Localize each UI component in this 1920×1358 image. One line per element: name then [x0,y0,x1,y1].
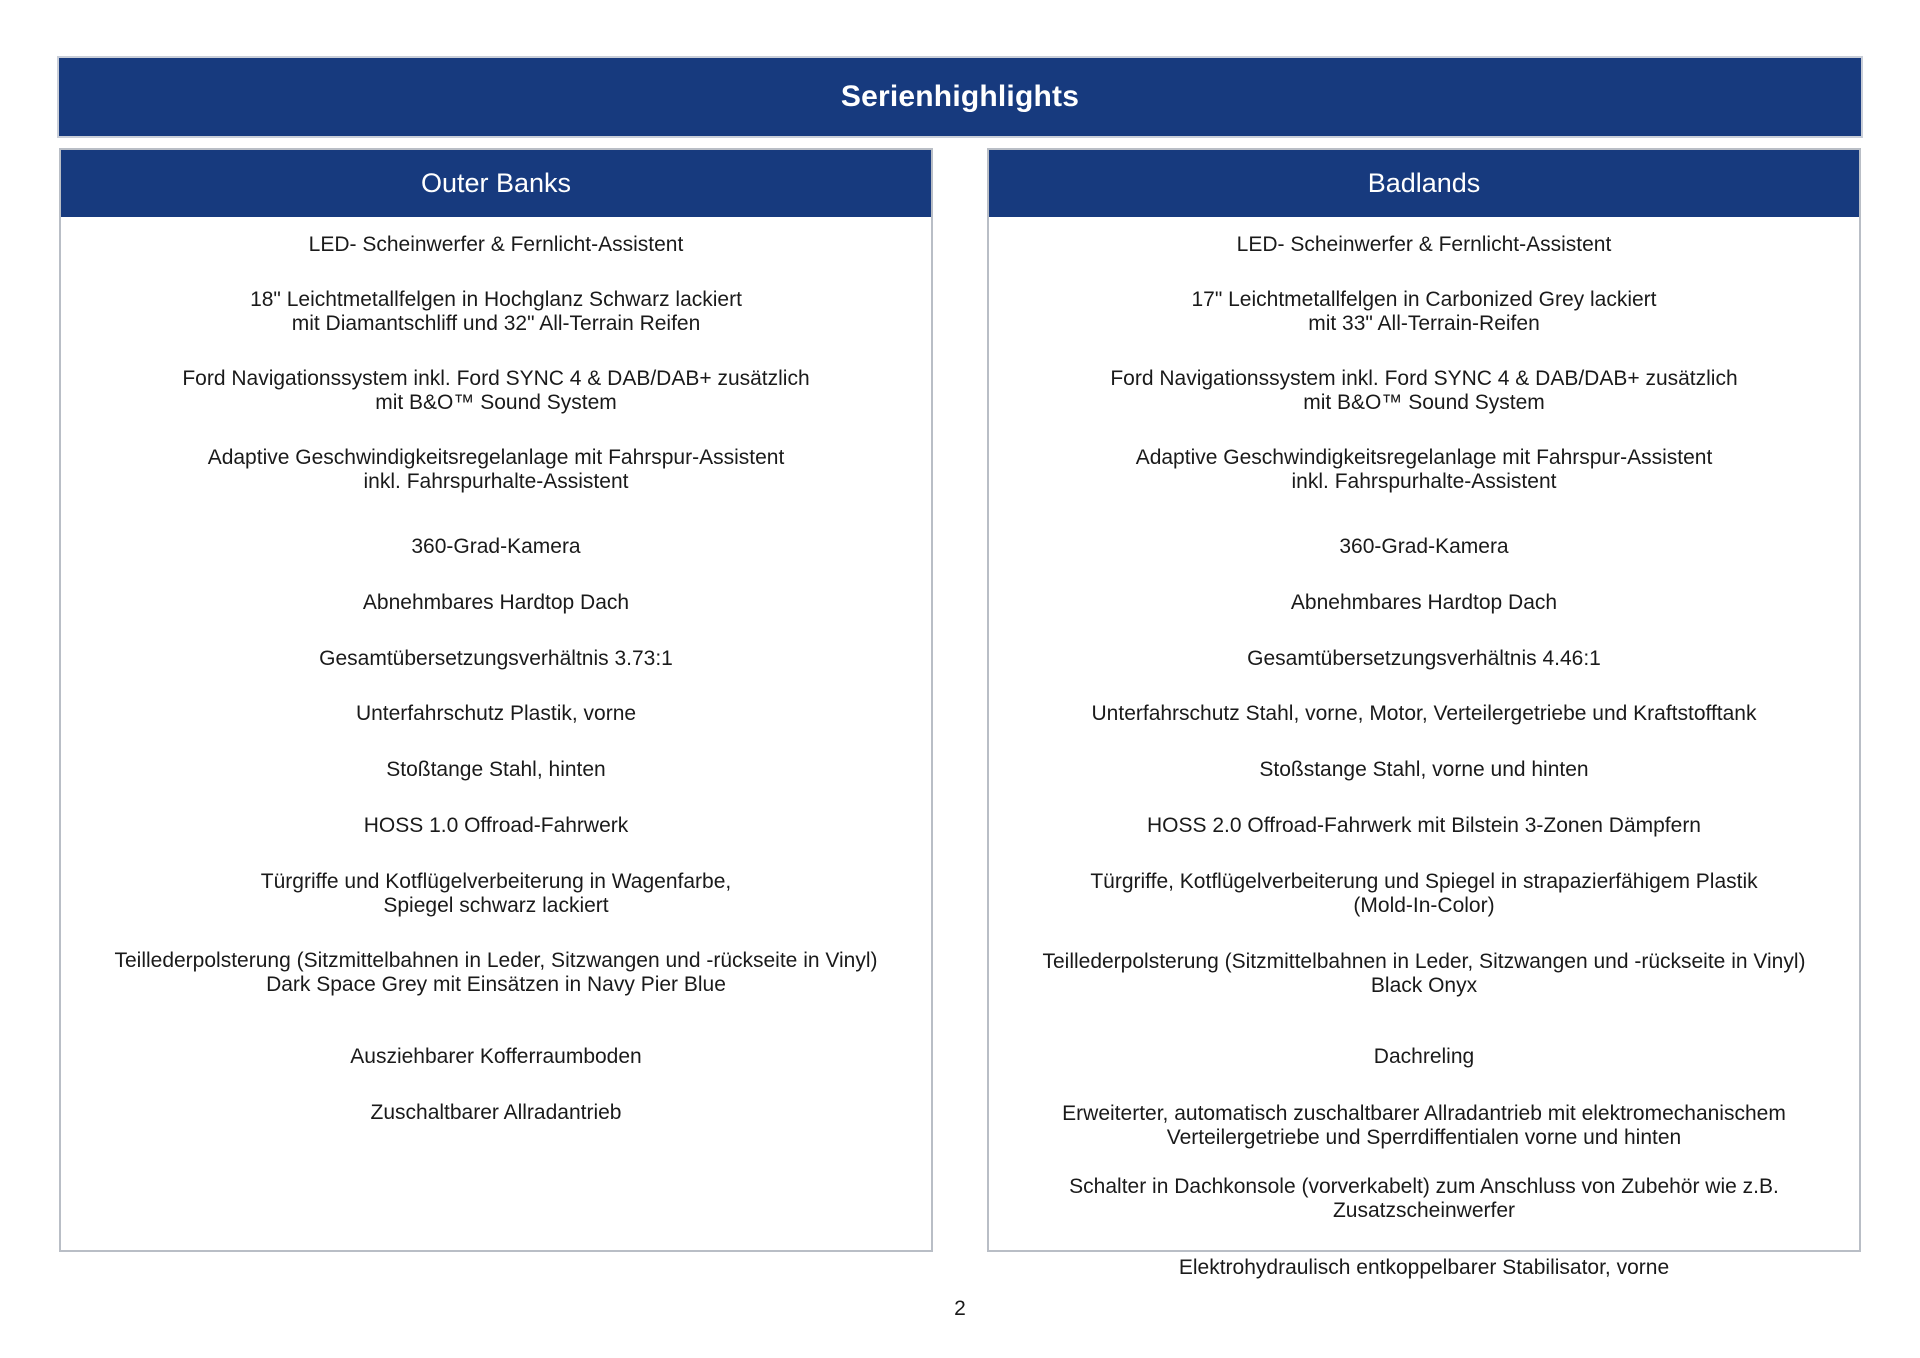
feature-item [989,1256,1859,1280]
feature-text: LED- Scheinwerfer & Fernlicht-Assistent [1236,233,1612,256]
feature-text: inkl. Fahrspurhalte-Assistent [363,470,629,493]
feature-item [61,367,931,415]
feature-text: Gesamtübersetzungsverhältnis 4.46:1 [1247,647,1601,670]
feature-item [989,1102,1859,1150]
feature-text: Gesamtübersetzungsverhältnis 3.73:1 [319,647,673,670]
feature-text: Verteilergetriebe und Sperrdiffentialen vorne und hinten [1166,1126,1682,1149]
feature-item [61,870,931,918]
feature-item [989,702,1859,726]
feature-item [61,1101,931,1125]
feature-item [61,446,931,494]
feature-item [989,367,1859,415]
feature-text: Black Onyx [1370,974,1478,997]
feature-text: 17" Leichtmetallfelgen in Carbonized Grey lackiert [1191,288,1657,311]
feature-text: Schalter in Dachkonsole (vorverkabelt) zum Anschluss von Zubehör wie z.B. [1069,1175,1779,1198]
feature-item [61,535,931,559]
feature-text: 18" Leichtmetallfelgen in Hochglanz Schwarz lackiert [250,288,742,311]
feature-text: LED- Scheinwerfer & Fernlicht-Assistent [308,233,684,256]
feature-item [989,591,1859,615]
feature-text: Ford Navigationssystem inkl. Ford SYNC 4 & DAB/DAB+ zusätzlich [182,367,810,390]
feature-text: mit 33" All-Terrain-Reifen [1308,312,1540,335]
feature-text: Zuschaltbarer Allradantrieb [370,1101,622,1124]
feature-item [989,647,1859,671]
feature-text: Türgriffe, Kotflügelverbeiterung und Spiegel in strapazierfähigem Plastik [1090,870,1758,893]
feature-text: Stoßstange Stahl, vorne und hinten [1259,758,1589,781]
feature-text: Türgriffe und Kotflügelverbeiterung in Wagenfarbe, [260,870,732,893]
feature-item [989,758,1859,782]
feature-text: mit B&O™ Sound System [1303,391,1545,414]
feature-item [989,446,1859,494]
feature-text: Abnehmbares Hardtop Dach [1290,591,1558,614]
badlands-heading: Badlands [989,150,1859,217]
feature-text: Adaptive Geschwindigkeitsregelanlage mit Fahrspur-Assistent [1135,446,1713,469]
feature-text: 360-Grad-Kamera [1339,535,1509,558]
feature-text: Teillederpolsterung (Sitzmittelbahnen in Leder, Sitzwangen und -rückseite in Vinyl) [1042,950,1806,973]
outer-banks-panel [59,148,933,1252]
feature-item [989,1045,1859,1069]
feature-text: Spiegel schwarz lackiert [383,894,609,917]
feature-item [61,1045,931,1069]
feature-item [61,702,931,726]
outer-banks-heading: Outer Banks [61,150,931,217]
feature-text: Teillederpolsterung (Sitzmittelbahnen in Leder, Sitzwangen und -rückseite in Vinyl) [114,949,878,972]
feature-item [61,591,931,615]
outer-banks-list [61,217,931,1250]
feature-item [61,233,931,257]
feature-item [61,814,931,838]
feature-item [61,288,931,336]
feature-text: Zusatzscheinwerfer [1332,1199,1516,1222]
feature-item [989,233,1859,257]
feature-text: Unterfahrschutz Plastik, vorne [355,702,637,725]
feature-text: HOSS 2.0 Offroad-Fahrwerk mit Bilstein 3-Zonen Dämpfern [1147,814,1701,837]
feature-text: Stoßtange Stahl, hinten [386,758,606,781]
feature-item [989,950,1859,998]
feature-text: inkl. Fahrspurhalte-Assistent [1291,470,1557,493]
feature-text: HOSS 1.0 Offroad-Fahrwerk [363,814,629,837]
feature-text: 360-Grad-Kamera [411,535,581,558]
feature-text: (Mold-In-Color) [1353,894,1495,917]
feature-text: mit B&O™ Sound System [375,391,617,414]
badlands-list [989,217,1859,1279]
page-title: Serienhighlights [59,58,1861,136]
feature-item [989,288,1859,336]
feature-text: Erweiterter, automatisch zuschaltbarer Allradantrieb mit elektromechanischem [1062,1102,1786,1125]
feature-text: Abnehmbares Hardtop Dach [362,591,630,614]
feature-text: mit Diamantschliff und 32" All-Terrain Reifen [291,312,701,335]
feature-item [989,1175,1859,1223]
feature-text: Ausziehbarer Kofferraumboden [350,1045,642,1068]
feature-text: Elektrohydraulisch entkoppelbarer Stabilisator, vorne [1178,1256,1670,1279]
feature-item [989,814,1859,838]
feature-item [61,647,931,671]
feature-item [989,870,1859,918]
feature-text: Unterfahrschutz Stahl, vorne, Motor, Verteilergetriebe und Kraftstofftank [1091,702,1757,725]
feature-text: Ford Navigationssystem inkl. Ford SYNC 4 & DAB/DAB+ zusätzlich [1110,367,1738,390]
page-number: 2 [954,1297,966,1320]
feature-text: Dachreling [1373,1045,1475,1068]
feature-text: Adaptive Geschwindigkeitsregelanlage mit Fahrspur-Assistent [207,446,785,469]
feature-text: Dark Space Grey mit Einsätzen in Navy Pier Blue [266,973,726,996]
feature-item [989,535,1859,559]
feature-item [61,949,931,997]
badlands-panel [987,148,1861,1279]
feature-item [61,758,931,782]
